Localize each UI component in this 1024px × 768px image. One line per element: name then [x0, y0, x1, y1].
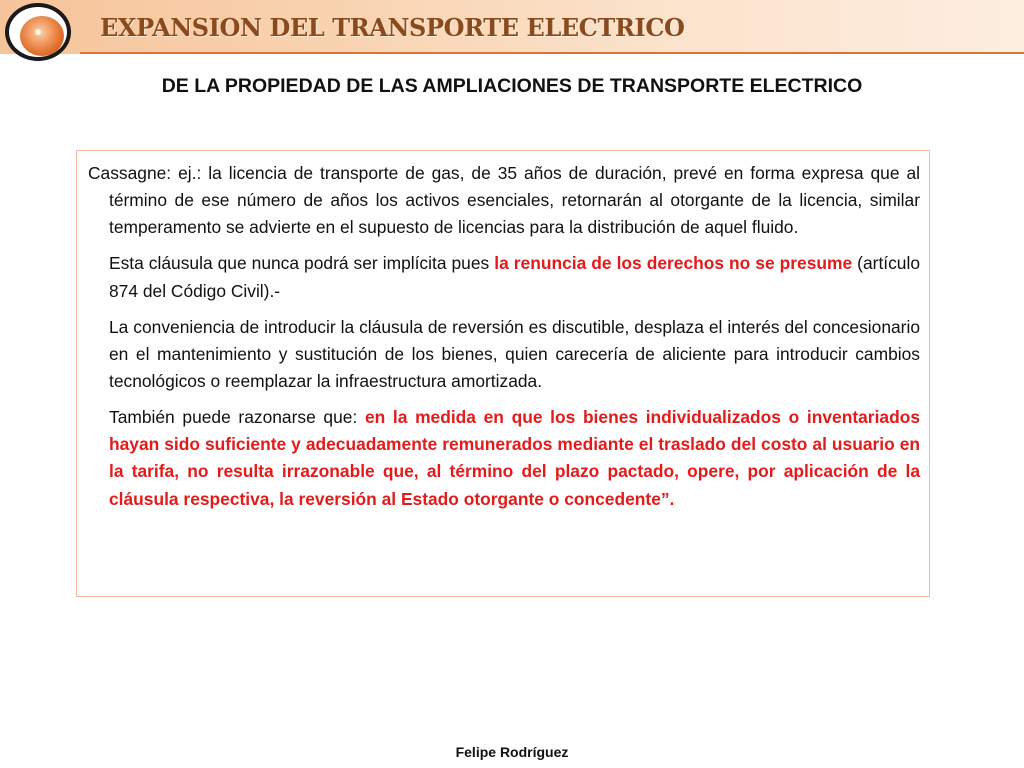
paragraph-conveniencia — [88, 314, 920, 396]
paragraph-cassagne — [88, 160, 920, 242]
slide-subtitle: DE LA PROPIEDAD DE LAS AMPLIACIONES DE TRANSPORTE ELECTRICO — [161, 75, 863, 97]
highlight-renuncia: la renuncia de los derechos no se presume — [494, 253, 853, 274]
footer-author: Felipe Rodríguez — [455, 744, 569, 760]
paragraph-tambien-lead: También puede razonarse que: — [109, 407, 365, 428]
paragraph-clausula-text: Esta cláusula que nunca podrá ser implícita pues — [109, 253, 495, 274]
highlight-reversion: en la medida en que los bienes individualizados o inventariados hayan sido suficiente y adecuadamente remunerados mediante el traslado del costo al usuario en la tarifa, no resulta irrazonable que, al término del plazo pactado, opere, por aplicación de la cláusula respectiva, la reversión al Estado otorgante o concedente”. — [109, 407, 920, 509]
header-divider — [80, 52, 1024, 54]
circular-orange-logo-icon — [5, 3, 71, 61]
logo-center-dot — [35, 29, 41, 35]
paragraph-cassagne-text: Cassagne: ej.: la licencia de transporte de gas, de 35 años de duración, prevé en forma expresa que al término de ese número de años los activos esenciales, retornarán al otorgante de la licencia, similar temperamento se advierte en el supuesto de licencias para la distribución de aquel fluido. — [88, 163, 920, 238]
content-box — [76, 150, 930, 597]
paragraph-conveniencia-text: La conveniencia de introducir la cláusula de reversión es discutible, desplaza el interés del concesionario en el mantenimiento y sustitución de los bienes, quien carecería de aliciente para introducir cambios tecnológicos o reemplazar la infraestructura amortizada. — [109, 316, 920, 392]
paragraph-tambien — [88, 404, 920, 513]
header-title: EXPANSION DEL TRANSPORTE ELECTRICO — [100, 13, 685, 42]
paragraph-clausula-tail: (artículo 874 del Código Civil).- — [109, 253, 921, 301]
paragraph-clausula — [88, 250, 920, 304]
logo-orange-disc — [20, 16, 64, 56]
